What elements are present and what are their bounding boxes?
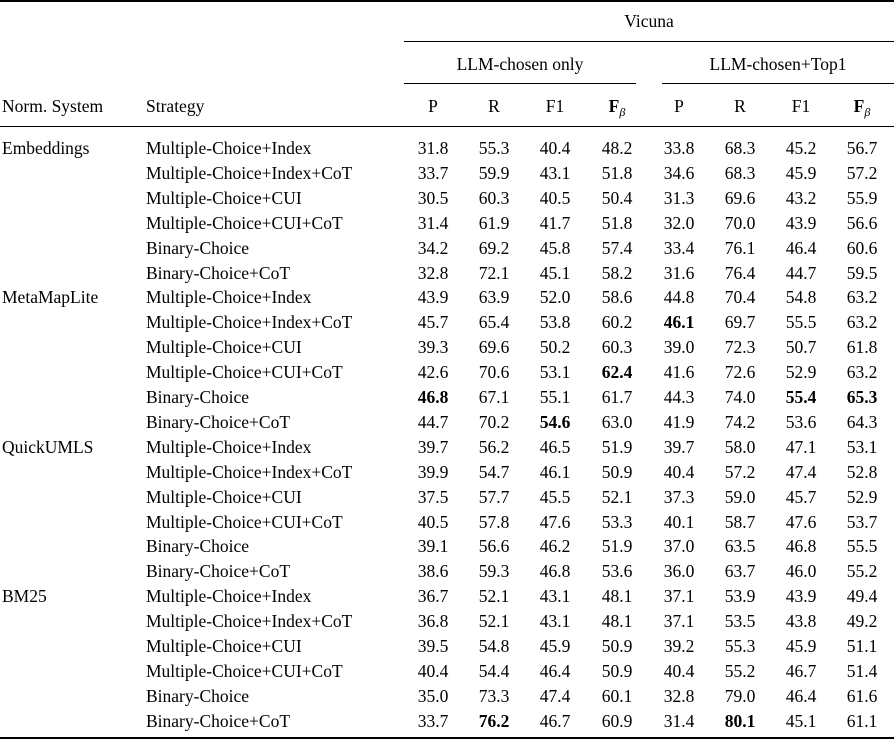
- value-cell: 49.2: [846, 611, 878, 632]
- value-cell: 46.7: [785, 660, 817, 681]
- value-cell: 32.8: [663, 685, 695, 706]
- strategy-cell: Multiple-Choice+CUI: [146, 187, 302, 208]
- value-cell: 56.6: [846, 212, 878, 233]
- value-cell: 41.6: [663, 362, 695, 383]
- metric-header-fbeta-label: $F_\beta$: [853, 96, 871, 119]
- value-cell: 73.3: [478, 685, 510, 706]
- value-cell: 52.1: [478, 586, 510, 607]
- value-cell: 40.4: [663, 660, 695, 681]
- value-cell: 41.7: [539, 212, 571, 233]
- value-cell: 46.4: [785, 685, 817, 706]
- value-cell: 39.3: [417, 337, 449, 358]
- value-cell: 39.9: [417, 461, 449, 482]
- value-cell: 44.7: [417, 411, 449, 432]
- value-cell: 57.4: [601, 237, 633, 258]
- value-cell: 60.1: [601, 685, 633, 706]
- value-cell: 55.5: [846, 536, 878, 557]
- value-cell: 53.8: [539, 312, 571, 333]
- value-cell: 67.1: [478, 387, 510, 407]
- value-cell: 53.6: [785, 411, 817, 432]
- value-cell: 51.1: [846, 636, 878, 656]
- value-cell: 31.6: [663, 262, 695, 283]
- value-cell: 55.1: [539, 387, 571, 407]
- value-cell: 33.7: [417, 162, 449, 183]
- value-cell: 46.8: [785, 536, 817, 557]
- value-cell: 58.0: [724, 436, 756, 457]
- value-cell: 37.0: [663, 536, 695, 557]
- group1-header: LLM-chosen only: [456, 54, 584, 74]
- value-cell: 45.7: [417, 312, 449, 333]
- value-cell: 69.6: [724, 187, 756, 208]
- top-rule: [0, 0, 894, 2]
- metric-header-fbeta: [589, 96, 645, 122]
- value-cell: 47.4: [785, 461, 817, 482]
- value-cell: 63.5: [724, 536, 756, 557]
- value-cell: 37.1: [663, 611, 695, 632]
- metric-header-f1: F1: [791, 96, 811, 116]
- value-cell: 60.3: [478, 187, 510, 208]
- group2-underline: [662, 83, 894, 84]
- header-rule: [0, 126, 894, 127]
- value-cell: 76.4: [724, 262, 756, 283]
- value-cell: 39.0: [663, 337, 695, 358]
- metric-header-p: P: [674, 96, 684, 116]
- value-cell: 54.4: [478, 660, 510, 681]
- value-cell: 58.6: [601, 287, 633, 308]
- value-cell: 70.2: [478, 411, 510, 432]
- value-cell: 35.0: [417, 685, 449, 706]
- value-cell: 48.1: [601, 586, 633, 607]
- value-cell: 57.8: [478, 511, 510, 532]
- strategy-cell: Binary-Choice: [146, 237, 250, 258]
- value-cell: 50.2: [539, 337, 571, 358]
- group2-header: LLM-chosen+Top1: [709, 54, 847, 74]
- value-cell: 63.0: [601, 411, 633, 432]
- value-cell: 48.2: [601, 138, 633, 158]
- value-cell: 55.4: [785, 387, 817, 407]
- beta-subscript: β: [619, 105, 626, 119]
- value-cell: 52.9: [846, 486, 878, 507]
- value-cell: 60.9: [601, 710, 633, 731]
- model-underline: [404, 41, 894, 42]
- value-cell: 31.8: [417, 138, 449, 158]
- metric-header-fbeta-label: $F_\beta$: [608, 96, 626, 119]
- value-cell: 39.5: [417, 636, 449, 656]
- value-cell: 52.1: [601, 486, 633, 507]
- value-cell: 61.6: [846, 685, 878, 706]
- value-cell: 45.7: [785, 486, 817, 507]
- value-cell: 64.3: [846, 411, 878, 432]
- value-cell: 46.2: [539, 536, 571, 557]
- value-cell: 58.7: [724, 511, 756, 532]
- value-cell: 58.2: [601, 262, 633, 283]
- value-cell: 43.8: [785, 611, 817, 632]
- value-cell: 60.3: [601, 337, 633, 358]
- value-cell: 37.1: [663, 586, 695, 607]
- value-cell: 57.2: [724, 461, 756, 482]
- value-cell: 55.2: [846, 561, 878, 582]
- value-cell: 65.4: [478, 312, 510, 333]
- value-cell: 50.4: [601, 187, 633, 208]
- value-cell: 39.2: [663, 636, 695, 656]
- norm-system-cell: BM25: [2, 586, 47, 607]
- value-cell: 76.2: [478, 710, 510, 731]
- value-cell: 39.7: [417, 436, 449, 457]
- value-cell: 53.7: [846, 511, 878, 532]
- beta-subscript: β: [864, 105, 871, 119]
- value-cell: 33.8: [663, 138, 695, 158]
- value-cell: 46.4: [539, 660, 571, 681]
- value-cell: 31.4: [417, 212, 449, 233]
- value-cell: 45.1: [539, 262, 571, 283]
- value-cell: 69.2: [478, 237, 510, 258]
- value-cell: 46.4: [785, 237, 817, 258]
- value-cell: 43.9: [785, 586, 817, 607]
- metric-header-f1: F1: [545, 96, 565, 116]
- value-cell: 47.1: [785, 436, 817, 457]
- value-cell: 57.2: [846, 162, 878, 183]
- value-cell: 55.3: [724, 636, 756, 656]
- value-cell: 68.3: [724, 162, 756, 183]
- value-cell: 68.3: [724, 138, 756, 158]
- strategy-cell: Multiple-Choice+Index: [146, 436, 312, 457]
- value-cell: 47.6: [785, 511, 817, 532]
- value-cell: 59.0: [724, 486, 756, 507]
- value-cell: 32.0: [663, 212, 695, 233]
- value-cell: 69.7: [724, 312, 756, 333]
- value-cell: 46.7: [539, 710, 571, 731]
- strategy-cell: Multiple-Choice+Index+CoT: [146, 312, 353, 333]
- value-cell: 31.3: [663, 187, 695, 208]
- value-cell: 43.9: [785, 212, 817, 233]
- model-header: Vicuna: [624, 11, 674, 31]
- strategy-cell: Multiple-Choice+Index+CoT: [146, 162, 353, 183]
- value-cell: 55.2: [724, 660, 756, 681]
- strategy-cell: Multiple-Choice+CUI: [146, 337, 302, 358]
- value-cell: 50.9: [601, 461, 633, 482]
- value-cell: 52.0: [539, 287, 571, 308]
- value-cell: 50.9: [601, 636, 633, 656]
- value-cell: 48.1: [601, 611, 633, 632]
- strategy-header: Strategy: [146, 96, 205, 116]
- strategy-cell: Binary-Choice+CoT: [146, 710, 291, 731]
- value-cell: 61.8: [846, 337, 878, 358]
- value-cell: 45.9: [785, 162, 817, 183]
- strategy-cell: Binary-Choice: [146, 685, 250, 706]
- value-cell: 61.9: [478, 212, 510, 233]
- value-cell: 40.5: [417, 511, 449, 532]
- value-cell: 63.2: [846, 362, 878, 383]
- value-cell: 45.9: [539, 636, 571, 656]
- value-cell: 54.7: [478, 461, 510, 482]
- value-cell: 46.8: [539, 561, 571, 582]
- strategy-cell: Multiple-Choice+Index+CoT: [146, 611, 353, 632]
- value-cell: 55.5: [785, 312, 817, 333]
- metric-header-r: R: [488, 96, 500, 116]
- value-cell: 39.1: [417, 536, 449, 557]
- value-cell: 55.9: [846, 187, 878, 208]
- value-cell: 36.8: [417, 611, 449, 632]
- strategy-cell: Multiple-Choice+Index+CoT: [146, 461, 353, 482]
- value-cell: 47.6: [539, 511, 571, 532]
- value-cell: 62.4: [601, 362, 633, 383]
- norm-system-header: Norm. System: [2, 96, 104, 116]
- value-cell: 36.7: [417, 586, 449, 607]
- value-cell: 44.3: [663, 387, 695, 407]
- value-cell: 56.7: [846, 138, 878, 158]
- strategy-cell: Multiple-Choice+CUI: [146, 486, 302, 507]
- strategy-cell: Multiple-Choice+CUI: [146, 636, 302, 656]
- value-cell: 53.5: [724, 611, 756, 632]
- value-cell: 46.0: [785, 561, 817, 582]
- value-cell: 51.8: [601, 212, 633, 233]
- value-cell: 76.1: [724, 237, 756, 258]
- strategy-cell: Multiple-Choice+Index: [146, 586, 312, 607]
- strategy-cell: Multiple-Choice+CUI+CoT: [146, 362, 343, 383]
- strategy-cell: Binary-Choice+CoT: [146, 561, 291, 582]
- value-cell: 53.1: [539, 362, 571, 383]
- strategy-cell: Multiple-Choice+CUI+CoT: [146, 660, 343, 681]
- value-cell: 69.6: [478, 337, 510, 358]
- value-cell: 61.1: [846, 710, 878, 731]
- value-cell: 45.8: [539, 237, 571, 258]
- value-cell: 60.2: [601, 312, 633, 333]
- value-cell: 72.3: [724, 337, 756, 358]
- value-cell: 74.2: [724, 411, 756, 432]
- value-cell: 34.2: [417, 237, 449, 258]
- value-cell: 50.9: [601, 660, 633, 681]
- value-cell: 40.4: [539, 138, 571, 158]
- value-cell: 33.4: [663, 237, 695, 258]
- value-cell: 43.1: [539, 586, 571, 607]
- value-cell: 49.4: [846, 586, 878, 607]
- value-cell: 59.3: [478, 561, 510, 582]
- value-cell: 46.5: [539, 436, 571, 457]
- value-cell: 74.0: [724, 387, 756, 407]
- value-cell: 40.1: [663, 511, 695, 532]
- value-cell: 32.8: [417, 262, 449, 283]
- value-cell: 44.8: [663, 287, 695, 308]
- value-cell: 79.0: [724, 685, 756, 706]
- value-cell: 30.5: [417, 187, 449, 208]
- value-cell: 61.7: [601, 387, 633, 407]
- value-cell: 63.2: [846, 312, 878, 333]
- value-cell: 41.9: [663, 411, 695, 432]
- strategy-cell: Multiple-Choice+CUI+CoT: [146, 212, 343, 233]
- value-cell: 31.4: [663, 710, 695, 731]
- value-cell: 38.6: [417, 561, 449, 582]
- value-cell: 63.2: [846, 287, 878, 308]
- value-cell: 80.1: [724, 710, 756, 731]
- norm-system-cell: QuickUMLS: [2, 436, 94, 457]
- value-cell: 40.4: [417, 660, 449, 681]
- value-cell: 63.7: [724, 561, 756, 582]
- value-cell: 39.7: [663, 436, 695, 457]
- norm-system-cell: Embeddings: [2, 138, 90, 158]
- norm-system-cell: MetaMapLite: [2, 287, 99, 308]
- value-cell: 72.6: [724, 362, 756, 383]
- value-cell: 47.4: [539, 685, 571, 706]
- value-cell: 53.9: [724, 586, 756, 607]
- value-cell: 52.9: [785, 362, 817, 383]
- value-cell: 72.1: [478, 262, 510, 283]
- value-cell: 42.6: [417, 362, 449, 383]
- value-cell: 46.1: [539, 461, 571, 482]
- value-cell: 43.9: [417, 287, 449, 308]
- value-cell: 44.7: [785, 262, 817, 283]
- value-cell: 51.9: [601, 536, 633, 557]
- value-cell: 53.3: [601, 511, 633, 532]
- value-cell: 43.1: [539, 162, 571, 183]
- value-cell: 52.1: [478, 611, 510, 632]
- value-cell: 34.6: [663, 162, 695, 183]
- value-cell: 57.7: [478, 486, 510, 507]
- value-cell: 56.6: [478, 536, 510, 557]
- value-cell: 51.8: [601, 162, 633, 183]
- value-cell: 59.5: [846, 262, 878, 283]
- value-cell: 50.7: [785, 337, 817, 358]
- value-cell: 43.1: [539, 611, 571, 632]
- value-cell: 37.5: [417, 486, 449, 507]
- value-cell: 53.1: [846, 436, 878, 457]
- value-cell: 46.8: [417, 387, 449, 407]
- value-cell: 45.1: [785, 710, 817, 731]
- bottom-rule: [0, 737, 894, 739]
- value-cell: 45.2: [785, 138, 817, 158]
- value-cell: 54.8: [785, 287, 817, 308]
- value-cell: 60.6: [846, 237, 878, 258]
- strategy-cell: Binary-Choice: [146, 536, 250, 557]
- value-cell: 45.9: [785, 636, 817, 656]
- strategy-cell: Multiple-Choice+Index: [146, 138, 312, 158]
- strategy-cell: Multiple-Choice+Index: [146, 287, 312, 308]
- value-cell: 59.9: [478, 162, 510, 183]
- value-cell: 70.0: [724, 212, 756, 233]
- value-cell: 40.4: [663, 461, 695, 482]
- value-cell: 52.8: [846, 461, 878, 482]
- value-cell: 63.9: [478, 287, 510, 308]
- group1-underline: [404, 83, 636, 84]
- value-cell: 70.4: [724, 287, 756, 308]
- value-cell: 46.1: [663, 312, 695, 333]
- value-cell: 51.9: [601, 436, 633, 457]
- value-cell: 65.3: [846, 387, 878, 407]
- strategy-cell: Binary-Choice: [146, 387, 250, 407]
- metric-header-r: R: [734, 96, 746, 116]
- strategy-cell: Binary-Choice+CoT: [146, 262, 291, 283]
- value-cell: 51.4: [846, 660, 878, 681]
- value-cell: 56.2: [478, 436, 510, 457]
- value-cell: 43.2: [785, 187, 817, 208]
- value-cell: 45.5: [539, 486, 571, 507]
- value-cell: 53.6: [601, 561, 633, 582]
- value-cell: 54.8: [478, 636, 510, 656]
- strategy-cell: Binary-Choice+CoT: [146, 411, 291, 432]
- value-cell: 55.3: [478, 138, 510, 158]
- strategy-cell: Multiple-Choice+CUI+CoT: [146, 511, 343, 532]
- value-cell: 36.0: [663, 561, 695, 582]
- metric-header-p: P: [428, 96, 438, 116]
- value-cell: 33.7: [417, 710, 449, 731]
- metric-header-fbeta: [834, 96, 890, 122]
- value-cell: 70.6: [478, 362, 510, 383]
- value-cell: 40.5: [539, 187, 571, 208]
- value-cell: 54.6: [539, 411, 571, 432]
- value-cell: 37.3: [663, 486, 695, 507]
